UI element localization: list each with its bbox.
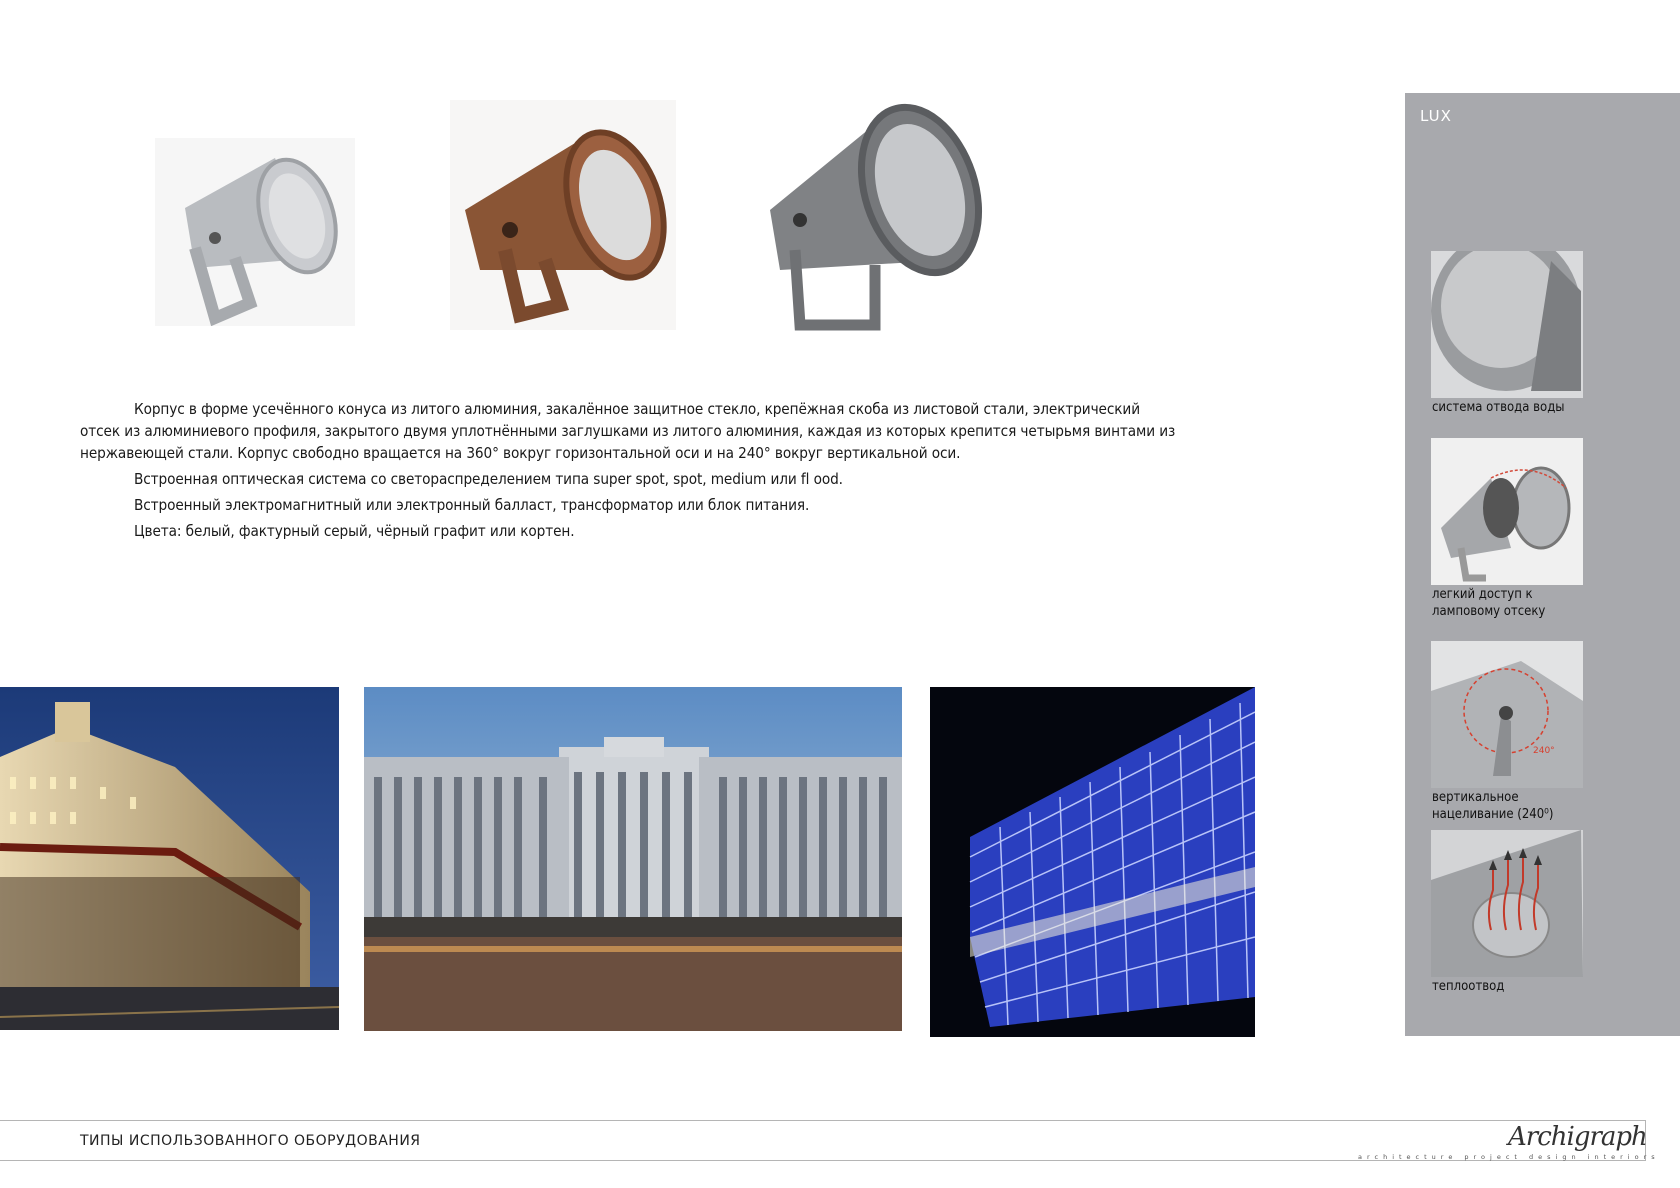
archigraph-logo: Archigraph (1508, 1122, 1647, 1152)
features-sidebar (1405, 93, 1680, 1036)
water-drain-detail-image (1431, 251, 1583, 398)
photo-blue-glass-facade (930, 687, 1255, 1037)
vertical-aim-caption-line-1: вертикальное (1432, 790, 1519, 805)
heat-sink-caption-line: теплоотвод (1432, 979, 1505, 994)
vertical-aim-caption-line-2: нацеливание (240⁰) (1432, 807, 1554, 822)
description-paragraph-2: Встроенная оптическая система со светораспределением типа super spot, spot, medium или fl ood. (134, 470, 843, 488)
lamp-access-caption (1432, 586, 1652, 620)
description-paragraph-1: Корпус в форме усечённого конуса из литого алюминия, закалённое защитное стекло, крепёжная скоба из листовой стали, электрический отсек из алюминиевого профиля, закрытого двумя уплотнёнными заглушками из литого алюминия, каждая из которых крепится четырьмя винтами из нержавеющей стали. Корпус свободно вращается на 360° вокруг горизонтальной оси и на 240° вокруг вертикальной оси. (80, 400, 1176, 462)
product-image-corten (450, 100, 676, 330)
product-description (80, 398, 1180, 546)
heat-sink-caption (1432, 978, 1652, 995)
description-paragraph-3: Встроенный электромагнитный или электронный балласт, трансформатор или блок питания. (134, 496, 810, 514)
photo-state-duma-building (364, 687, 902, 1031)
lamp-access-detail-image (1431, 438, 1583, 585)
vertical-aim-detail-image (1431, 641, 1583, 788)
product-image-grey (155, 138, 355, 326)
product-image-dark-grey (760, 90, 990, 340)
water-drain-caption (1432, 399, 1652, 416)
sidebar-title: LUX (1420, 107, 1452, 125)
footer-divider-top (0, 1120, 1646, 1121)
photo-historic-building (0, 687, 339, 1030)
lamp-access-caption-line-1: легкий доступ к (1432, 587, 1533, 602)
heat-sink-detail-image (1431, 830, 1583, 977)
angle-label: 240° (1533, 746, 1555, 756)
water-drain-caption-line: система отвода воды (1432, 400, 1565, 415)
footer-title: ТИПЫ ИСПОЛЬЗОВАННОГО ОБОРУДОВАНИЯ (80, 1133, 421, 1149)
description-paragraph-4: Цвета: белый, фактурный серый, чёрный графит или кортен. (134, 522, 575, 540)
vertical-aim-caption (1432, 789, 1652, 823)
lamp-access-caption-line-2: ламповому отсеку (1432, 604, 1546, 619)
logo-tagline: architecture project design interiors (1358, 1153, 1660, 1161)
